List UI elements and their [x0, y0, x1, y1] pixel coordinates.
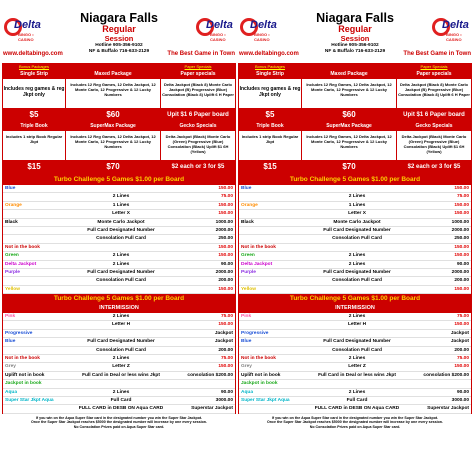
game-prize: consolation $200.00 [187, 372, 233, 378]
game-row [239, 372, 471, 380]
game-row [3, 380, 235, 388]
game-pattern: Full Card [110, 397, 132, 403]
game-pattern: Full Card [346, 397, 368, 403]
game-row [239, 380, 471, 388]
footer-note: If you win on the Aqua Super Star card in the designated number you win the Super Star Jackpot. Once the Super Star Jackpot reaches $5000 the designated number will increase by one every session. No Consolation Prizes paid on Aqua Super Star card. [267, 415, 443, 429]
game-row [3, 261, 235, 269]
game-row [3, 210, 235, 218]
game-row [3, 286, 235, 294]
game-row [3, 355, 235, 363]
game-prize: 3000.00 [451, 397, 469, 403]
game-prize: 150.00 [454, 211, 469, 217]
website-link[interactable]: www.deltabingo.com [3, 51, 63, 57]
package-prices-row2: $15 $70 $2 each or 3 for $5 [239, 160, 471, 174]
game-row [239, 321, 471, 329]
game-row [3, 389, 235, 397]
game-prize: 1000.00 [451, 219, 469, 225]
game-pattern: Consolation Full Card [332, 278, 382, 284]
game-pattern: Consolation Full Card [96, 347, 146, 353]
sheet-header [238, 8, 472, 63]
game-pattern: Letter Z [348, 364, 366, 370]
game-color-label: Blue [241, 339, 252, 345]
game-color-label: Orange [241, 202, 258, 208]
game-row [239, 330, 471, 338]
game-color-label: Aqua [241, 389, 253, 395]
turbo-challenge-banner-2: Turbo Challenge 5 Games $1.00 per Board [2, 294, 236, 304]
game-prize: 2000.00 [215, 227, 233, 233]
game-prize: Superstar Jackpot [191, 406, 233, 412]
game-pattern: Full Card Designated Number [323, 339, 391, 345]
game-pattern: Letter H [347, 322, 367, 328]
game-color-label: Blue [5, 186, 16, 191]
game-prize: 150.00 [218, 364, 233, 370]
game-row [239, 244, 471, 252]
game-prize: 200.00 [454, 278, 469, 284]
game-color-label: Green [5, 253, 19, 259]
package-table [2, 63, 236, 175]
game-color-label: Black [5, 219, 18, 225]
game-color-label: Aqua [5, 389, 17, 395]
game-row [3, 202, 235, 210]
game-row [239, 363, 471, 371]
session-label: Session [104, 34, 134, 43]
game-pattern: 2 Lines [112, 314, 130, 320]
game-prize: 75.00 [220, 356, 233, 362]
game-row [3, 244, 235, 252]
game-pattern: Letter X [112, 211, 130, 217]
game-row [3, 269, 235, 277]
game-prize: 2000.00 [451, 227, 469, 233]
turbo-challenge-banner: Turbo Challenge 5 Games $1.00 per Board [2, 175, 236, 185]
tagline: The Best Game in Town [403, 51, 471, 57]
game-pattern: Consolation Full Card [96, 278, 146, 284]
game-prize: 150.00 [454, 286, 469, 292]
game-prize: 150.00 [454, 253, 469, 259]
sheet-subtitle: Regular [102, 24, 136, 34]
game-row [3, 252, 235, 260]
game-pattern: Letter H [111, 322, 131, 328]
turbo-challenge-banner-2: Turbo Challenge 5 Games $1.00 per Board [238, 294, 472, 304]
game-row [3, 219, 235, 227]
game-color-label: Uplift not in book [241, 372, 281, 378]
game-prize: 150.00 [218, 286, 233, 292]
game-prize: 75.00 [456, 356, 469, 362]
game-row [239, 397, 471, 405]
game-color-label: Super Star Jkpt Aqua [5, 397, 54, 403]
game-color-label: Grey [241, 364, 252, 370]
game-row [239, 193, 471, 201]
game-prize: 2000.00 [451, 269, 469, 275]
game-row [3, 372, 235, 380]
game-color-label: Black [241, 219, 254, 225]
game-prize: 250.00 [218, 236, 233, 242]
game-color-label: Delta Jackpot [5, 261, 37, 267]
game-color-label: Super Star Jkpt Aqua [241, 397, 290, 403]
game-prize: 3000.00 [215, 397, 233, 403]
game-row [3, 405, 235, 413]
game-pattern: Letter X [348, 211, 366, 217]
game-color-label: Uplift not in book [5, 372, 45, 378]
game-pattern: FULL CARD in DESB ON Aqua CARD [78, 406, 164, 412]
game-prize: 150.00 [218, 202, 233, 208]
games-list-session2 [238, 313, 472, 414]
game-pattern: Letter Z [112, 364, 130, 370]
game-row [3, 193, 235, 201]
website-link[interactable]: www.deltabingo.com [239, 51, 299, 57]
game-color-label: Blue [241, 186, 252, 191]
package-heads-row2: Triple Book SuperMax Package Gecko Specials [3, 122, 235, 131]
game-color-label: Purple [241, 269, 256, 275]
package-prices-row1: $5 $60 Upit $1 6 Paper board [239, 108, 471, 122]
game-row [3, 397, 235, 405]
game-color-label: Pink [5, 314, 16, 320]
game-prize: 90.00 [220, 389, 233, 395]
delta-logo-icon: Delta BINGO • CASINO [4, 16, 42, 40]
game-color-label: Purple [5, 269, 20, 275]
game-color-label: Grey [5, 364, 16, 370]
package-heads-row2: Triple Book SuperMax Package Gecko Specials [239, 122, 471, 131]
game-color-label: Jackpot in book [241, 381, 278, 387]
game-row [239, 261, 471, 269]
game-row [239, 405, 471, 413]
games-list-session2 [2, 313, 236, 414]
game-row [239, 235, 471, 243]
game-prize: Jackpot [214, 330, 233, 336]
package-heads-row1: Single Strip Maxed Package Paper specials [239, 70, 471, 79]
game-row [3, 347, 235, 355]
game-pattern: Consolation Full Card [96, 236, 146, 242]
hotline-info: Hotline 905-356-9102 NF & Buffalo 716-633-2129 [324, 43, 386, 54]
game-pattern: 2 Lines [348, 194, 366, 200]
game-prize: 150.00 [218, 186, 233, 191]
game-prize: Jackpot [450, 330, 469, 336]
delta-logo-icon: Delta BINGO • CASINO [432, 16, 470, 40]
game-row [239, 252, 471, 260]
game-pattern: 2 Lines [112, 194, 130, 200]
intermission-bar: INTERMISSION [2, 304, 236, 313]
game-prize: 150.00 [454, 186, 469, 191]
game-row [239, 355, 471, 363]
game-row [239, 227, 471, 235]
game-prize: Superstar Jackpot [427, 406, 469, 412]
package-desc-row2: Includes 1 strip Book Regular Jkpt Includes 12 Reg Games, 12 Delta Jackpot, 12 Monte Carlo, 12 Progressive & 12 Lucky Numbers Delta Jackpot (Black) Monte Carlo (Green) Progressive (Blue) Consolation (Black) Uplift $1 6H (Yellow) [3, 131, 235, 160]
game-prize: 90.00 [456, 389, 469, 395]
package-desc-row1: Includes reg games & reg Jkpt only Includes 12 Reg Games, 12 Delta Jackpot, 12 Monte Carlo, 12 Progressive & 12 Lucky Numbers Delta Jackpot (Black 8) Monte Carlo Jackpot (B) Progressive (Blue) Consolation (Black 8) Uplift 6 H Paper [239, 79, 471, 108]
game-color-label: Not in the book [5, 356, 40, 362]
game-pattern: Full Card in Deal or less wins Jkpt [318, 372, 396, 378]
game-row [3, 235, 235, 243]
games-list-session1 [238, 185, 472, 294]
game-pattern: 2 Lines [112, 261, 130, 267]
package-prices-row1: $5 $60 Upit $1 6 Paper board [3, 108, 235, 122]
game-prize: Jackpot [214, 339, 233, 345]
package-table [238, 63, 472, 175]
game-pattern: Full Card in Deal or less wins Jkpt [82, 372, 160, 378]
game-prize: 200.00 [218, 278, 233, 284]
game-pattern: 2 Lines [348, 314, 366, 320]
game-row [239, 389, 471, 397]
package-prices-row2: $15 $70 $2 each or 3 for $5 [3, 160, 235, 174]
game-pattern: Consolation Full Card [332, 347, 382, 353]
package-heads-row1: Single Strip Maxed Package Paper specials [3, 70, 235, 79]
game-prize: 150.00 [454, 364, 469, 370]
game-row [239, 185, 471, 193]
game-row [3, 185, 235, 193]
game-pattern: 2 Lines [348, 261, 366, 267]
game-prize: 150.00 [218, 322, 233, 328]
hotline-info: Hotline 905-356-9102 NF & Buffalo 716-633-2129 [88, 43, 150, 54]
games-list-session1 [2, 185, 236, 294]
game-prize: 250.00 [454, 236, 469, 242]
game-prize: 200.00 [454, 347, 469, 353]
game-color-label: Yellow [5, 286, 20, 292]
game-row [239, 202, 471, 210]
game-pattern: Full Card Designated Number [87, 339, 155, 345]
game-row [3, 321, 235, 329]
game-row [239, 338, 471, 346]
game-prize: 2000.00 [215, 269, 233, 275]
game-prize: 150.00 [218, 244, 233, 250]
bingo-sheet-left [2, 8, 236, 458]
game-prize: consolation $200.00 [423, 372, 469, 378]
game-row [239, 210, 471, 218]
game-pattern: FULL CARD in DESB ON Aqua CARD [314, 406, 400, 412]
game-row [239, 313, 471, 321]
sheet-title: Niagara Falls [80, 11, 158, 25]
game-prize: 75.00 [456, 314, 469, 320]
game-pattern: Full Card Designated Number [87, 269, 155, 275]
game-prize: 75.00 [220, 194, 233, 200]
game-prize: 1000.00 [215, 219, 233, 225]
game-row [239, 269, 471, 277]
game-prize: 150.00 [218, 253, 233, 259]
game-pattern: 2 Lines [348, 356, 366, 362]
game-color-label: Pink [241, 314, 252, 320]
game-pattern: 1 Lines [348, 202, 366, 208]
game-row [3, 330, 235, 338]
game-row [239, 286, 471, 294]
package-bar: Bonus Packages Paper Specials [239, 64, 471, 70]
game-color-label: Jackpot in book [5, 381, 42, 387]
game-color-label: Not in the book [241, 244, 276, 250]
sheet-header [2, 8, 236, 63]
game-color-label: Orange [5, 202, 22, 208]
game-prize: 75.00 [220, 314, 233, 320]
game-row [3, 277, 235, 285]
session-label: Session [340, 34, 370, 43]
intermission-bar: INTERMISSION [238, 304, 472, 313]
delta-logo-icon: Delta BINGO • CASINO [240, 16, 278, 40]
game-pattern: 1 Lines [112, 202, 130, 208]
sheet-title: Niagara Falls [316, 11, 394, 25]
game-row [239, 219, 471, 227]
game-prize: 150.00 [218, 211, 233, 217]
game-pattern: 2 Lines [112, 356, 130, 362]
game-prize: 150.00 [454, 202, 469, 208]
package-desc-row1: Includes reg games & reg Jkpt only Includes 12 Reg Games, 12 Delta Jackpot, 12 Monte Carlo, 12 Progressive & 12 Lucky Numbers Delta Jackpot (Black 8) Monte Carlo Jackpot (B) Progressive (Blue) Consolation (Black 8) Uplift 6 H Paper [3, 79, 235, 108]
delta-logo-icon: Delta BINGO • CASINO [196, 16, 234, 40]
game-color-label: Progressive [5, 330, 33, 336]
game-color-label: Delta Jackpot [241, 261, 273, 267]
game-pattern: Full Card Designated Number [87, 227, 155, 233]
game-pattern: 2 Lines [348, 253, 366, 259]
game-prize: 200.00 [218, 347, 233, 353]
turbo-challenge-banner: Turbo Challenge 5 Games $1.00 per Board [238, 175, 472, 185]
game-prize: 90.00 [456, 261, 469, 267]
game-row [239, 347, 471, 355]
game-pattern: 2 Lines [112, 389, 130, 395]
game-row [239, 277, 471, 285]
game-row [3, 363, 235, 371]
sheet-subtitle: Regular [338, 24, 372, 34]
package-bar: Bonus Packages Paper Specials [3, 64, 235, 70]
bingo-sheet-right [238, 8, 472, 458]
game-pattern: Monte Carlo Jackpot [333, 219, 381, 225]
game-pattern: Full Card Designated Number [323, 269, 391, 275]
game-color-label: Yellow [241, 286, 256, 292]
game-color-label: Green [241, 253, 255, 259]
package-desc-row2: Includes 1 strip Book Regular Jkpt Includes 12 Reg Games, 12 Delta Jackpot, 12 Monte Carlo, 12 Progressive & 12 Lucky Numbers Delta Jackpot (Black) Monte Carlo (Green) Progressive (Blue) Consolation (Black) Uplift $1 6H (Yellow) [239, 131, 471, 160]
game-pattern: 2 Lines [348, 389, 366, 395]
footer-note: If you win on the Aqua Super Star card in the designated number you win the Super Star Jackpot. Once the Super Star Jackpot reaches $5000 the designated number will increase by one every session. No Consolation Prizes paid on Aqua Super Star card. [31, 415, 207, 429]
game-prize: Jackpot [450, 339, 469, 345]
game-color-label: Not in the book [241, 356, 276, 362]
game-pattern: Monte Carlo Jackpot [97, 219, 145, 225]
game-pattern: Full Card Designated Number [323, 227, 391, 233]
game-row [3, 313, 235, 321]
game-row [3, 338, 235, 346]
tagline: The Best Game in Town [167, 51, 235, 57]
game-pattern: Consolation Full Card [332, 236, 382, 242]
game-color-label: Not in the book [5, 244, 40, 250]
game-pattern: 2 Lines [112, 253, 130, 259]
game-prize: 75.00 [456, 194, 469, 200]
game-color-label: Progressive [241, 330, 269, 336]
game-prize: 150.00 [454, 322, 469, 328]
game-prize: 90.00 [220, 261, 233, 267]
game-color-label: Blue [5, 339, 16, 345]
game-row [3, 227, 235, 235]
game-prize: 150.00 [454, 244, 469, 250]
